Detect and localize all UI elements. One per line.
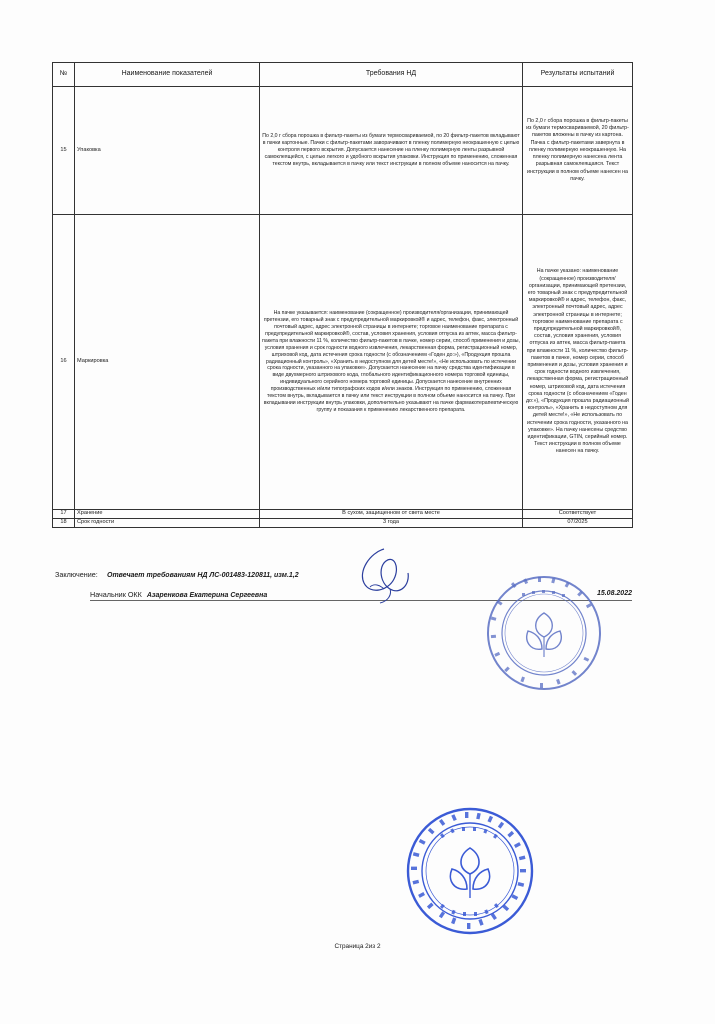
otk-stamp-icon — [484, 573, 604, 693]
row-num: 18 — [53, 519, 75, 528]
signoff-date: 15.08.2022 — [596, 590, 632, 597]
conclusion-value: Отвечает требованиям НД ЛС-001483-120811, изм.1,2 — [107, 572, 299, 579]
header-requirements: Требования НД — [260, 63, 523, 87]
row-num: 15 — [53, 87, 75, 215]
header-name: Наименование показателей — [75, 63, 260, 87]
row-result: По 2,0 г сбора порошка в фильтр-пакеты из бумаги термосвариваемой, 20 фильтр-пакетов вложены в пачку из картона. Пачка с фильтр-пакетами завернута в пленку полимерную неокрашенную. На пленку полимерную нанесена лента разрывная самоклеящаяся. Текст инструкции в полном объеме нанесен на пачку. — [523, 87, 633, 215]
row-requirements: В сухом, защищенном от света месте — [260, 510, 523, 519]
page-footer: Страница 2из 2 — [334, 943, 381, 950]
row-requirements: 3 года — [260, 519, 523, 528]
row-name: Хранение — [75, 510, 260, 519]
row-num: 16 — [53, 215, 75, 510]
signer-position: Начальник ОКК — [90, 590, 142, 599]
row-requirements: На пачке указывается: наименование (сокращенное) производителя/организации, принимающей претензии, его товарный знак с предупредительной маркировкой® и адрес, телефон, факс, электронный почтовый адрес, адрес электронной страницы в интернете; торговое наименование препарата с предупредительной маркировкой®, состав, условия хранения, условия отпуска из аптек, масса фильтр-пакета при влажности 11 %, количество фильтр-пакетов в пачке, номер серии, способ применения и дозы, условия хранения и срок годности водного извлечения, лекарственная форма, регистрационный номер, штриховой код, дата истечения срока годности (с обозначением «Годен до:»), «Продукция прошла радиационный контроль», «Хранить в недоступном для детей месте!», «Не использовать по истечении срока годности, указанного на упаковке». Допускается нанесение на пачку средства идентификации в виде двухмерного штрихового кода, глобального идентификационного номера торговой единицы, индивидуального серийного номера торговой единицы. Допускается нанесение внутренних производственных и/или типографских кодов и/или знаков. Инструкция по применению, сложенная текстом внутрь, вкладывается в пачку или текст инструкции в полном объеме наносится на пачку. При вкладывании инструкции внутрь упаковки, дополнительно указывают на пачке фармакотерапевтическую группу и показания к применению лекарственного препарата. — [260, 215, 523, 510]
row-num: 17 — [53, 510, 75, 519]
table-row — [53, 215, 633, 510]
signature-icon — [350, 543, 430, 605]
row-name: Маркировка — [75, 215, 260, 510]
table-row — [53, 519, 633, 528]
table-header-row — [53, 63, 633, 87]
header-results: Результаты испытаний — [523, 63, 633, 87]
table-row — [53, 87, 633, 215]
row-requirements: По 2,0 г сбора порошка в фильтр-пакеты из бумаги термосвариваемой, по 20 фильтр-пакетов вкладывают в пачки картонные. Пачки с фильтр-пакетами заворачивают в пленку полимерную неокрашенную с целью контроля первого вскрытия. Допускается нанесение на пленку полимерную ленты разрывной самоклеящейся, с целью легкого и удобного вскрытия упаковки. Инструкция по применению, сложенная текстом внутрь, вкладывается в пачку или текст инструкции в полном объеме наносится на пачку. — [260, 87, 523, 215]
signer-name: Азаренкова Екатерина Сергеевна — [146, 592, 268, 599]
row-name: Упаковка — [75, 87, 260, 215]
row-result: 07/2025 — [523, 519, 633, 528]
table-row — [53, 510, 633, 519]
conclusion — [55, 570, 299, 579]
row-result: На пачке указано: наименование (сокращенное) производителя/организации, принимающей претензии, его товарный знак с предупредительной маркировкой® и адрес, телефон, факс, электронный почтовый адрес, адрес электронной страницы в интернете; торговое наименование препарата с предупредительной маркировкой®, состав, условия хранения, условия отпуска из аптек, масса фильтр-пакета при влажности 11 %, количество фильтр-пакетов в пачке, номер серии, способ применения и дозы, условия хранения и срок годности водного извлечения, лекарственная форма, регистрационный номер, штриховой код, дата истечения срока годности (с обозначением «Годен до:»), «Продукция прошла радиационный контроль», «Хранить в недоступном для детей месте!», «Не использовать по истечении срока годности, указанного на упаковке». На пачку нанесены средство идентификации, GTIN, серийный номер. Текст инструкции в полном объеме нанесен на пачку. — [523, 215, 633, 510]
company-seal-icon — [405, 806, 535, 936]
header-num: № — [53, 63, 75, 87]
row-name: Срок годности — [75, 519, 260, 528]
test-results-table — [52, 62, 633, 528]
conclusion-label: Заключение: — [55, 570, 98, 579]
row-result: Соответствует — [523, 510, 633, 519]
